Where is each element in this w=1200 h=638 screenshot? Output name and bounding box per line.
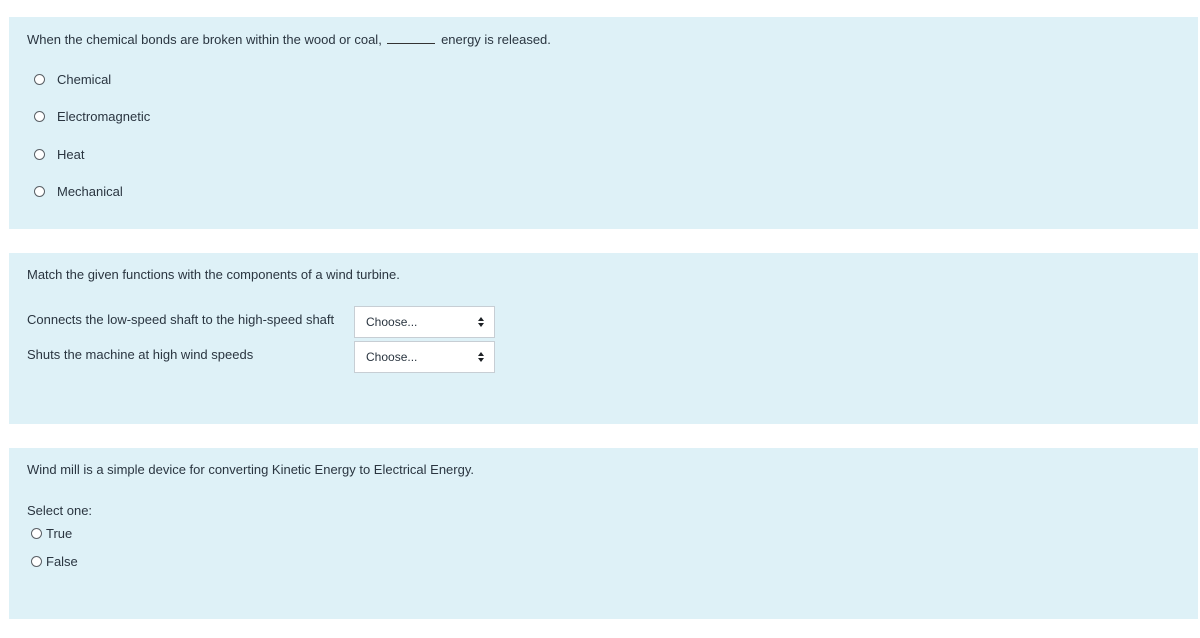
option-label-chemical[interactable]: Chemical [57,72,112,87]
option-label-electromagnetic[interactable]: Electromagnetic [57,109,151,124]
option-label-false[interactable]: False [46,554,78,569]
question-card-2 [9,253,1198,424]
select-value: Choose... [366,350,418,364]
radio-option-chemical[interactable] [34,74,45,85]
question-text: Wind mill is a simple device for converting Kinetic Energy to Electrical Energy. [27,462,474,477]
radio-option-false[interactable] [31,556,42,567]
question-text [27,32,551,47]
question-card-1 [9,17,1198,229]
question-text: Match the given functions with the components of a wind turbine. [27,267,400,282]
radio-option-true[interactable] [31,528,42,539]
question-card-3 [9,448,1198,619]
question-text-before-blank: When the chemical bonds are broken within the wood or coal, [27,32,382,47]
radio-option-electromagnetic[interactable] [34,111,45,122]
option-label-heat[interactable]: Heat [57,147,85,162]
option-label-mechanical[interactable]: Mechanical [57,184,123,199]
option-label-true[interactable]: True [46,526,73,541]
select-one-prompt: Select one: [27,503,93,518]
radio-option-heat[interactable] [34,149,45,160]
match-row-label-2: Shuts the machine at high wind speeds [27,347,254,362]
match-select-1[interactable] [354,306,495,338]
question-text-after-blank: energy is released. [441,32,551,47]
match-row-label-1: Connects the low-speed shaft to the high-speed shaft [27,312,335,327]
radio-option-mechanical[interactable] [34,186,45,197]
fill-in-blank [387,33,435,44]
select-value: Choose... [366,315,418,329]
match-select-2[interactable] [354,341,495,373]
sort-arrows-icon [478,316,484,328]
sort-arrows-icon [478,351,484,363]
